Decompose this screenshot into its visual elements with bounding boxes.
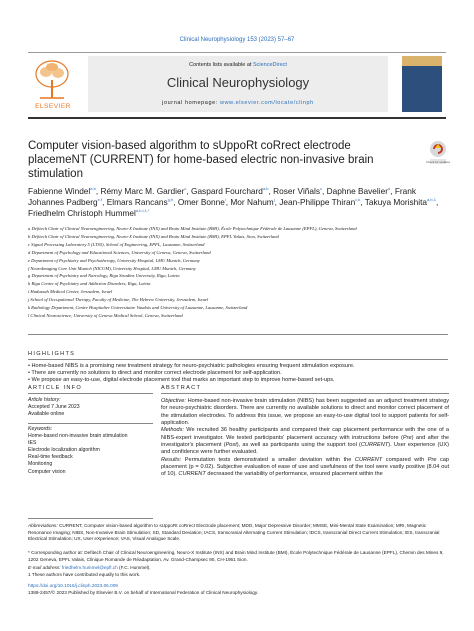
keywords-block [28, 426, 153, 476]
affiliation-item: f NeuroImaging Core Unit Munich (NICUM), University Hospital, LMU Munich, Germany [28, 265, 196, 271]
footnote-divider [28, 518, 153, 519]
highlights-divider [28, 359, 448, 360]
author-name: Gaspard Fourchard [190, 186, 263, 196]
keyword-item: tES [28, 440, 37, 447]
author-list: Fabienne Windel$^{a,b}$, Rémy Marc M. Gardier$^c$, Gaspard Fourchard$^{a,b}$, Roser Viñals$^c$, Daphne Bavelier$^d$, Frank Johannes Padberg$^{e,f}$, Elmars Rancans$^{g,h}$, Omer Bonne$^i$, Mor Nahum$^j$, Jean-Philippe Thiran$^{c,k}$, Takuya Morishita$^{a,b,1}$, Friedhelm Christoph Hummel$^{a,b,l,1,*}$ [28, 186, 439, 218]
author-name: Rémy Marc M. Gardier [100, 186, 185, 196]
affiliation-item: k Radiology Department, Centre Hospitalier Universitaire Vaudois and University of Lausanne, Lausanne, Switzerland [28, 305, 248, 310]
keyword-item: Real-time feedback [28, 454, 73, 461]
highlight-item: • Home-based NIBS is a promising new treatment strategy for neuro-psychiatric pathologies ensuring frequent stimulation exposure. [28, 363, 355, 369]
highlights-heading: HIGHLIGHTS [28, 351, 76, 357]
author-affiliation-marker[interactable]: d [387, 186, 391, 192]
journal-homepage: journal homepage: www.elsevier.com/locate/clinph [162, 100, 314, 106]
author-name: Omer Bonne [177, 197, 225, 207]
keyword-item: Electrode localization algorithm [28, 447, 100, 454]
affiliation-item: j School of Occupational Therapy, Faculty of Medicine, The Hebrew University, Jerusalem, Israel [28, 297, 209, 303]
check-for-updates-icon[interactable] [425, 140, 451, 166]
author-name: Jean-Philippe Thiran [279, 197, 356, 207]
keyword-item: Monitoring [28, 461, 53, 468]
affiliation-item: b Defitech Chair of Clinical Neuroengineering, Neuro-X Institute (INX) and Brain Mind Institute (BMI), EPFL Valais, Sion, Switzerland [28, 233, 279, 239]
abstract-heading: ABSTRACT [161, 385, 202, 391]
abstract-methods: Methods: We recruited 36 healthy participants and compared their cap placement performance with the one of a NIBS-expert investigator. We tested participants' placement accuracy with instructions before (Pre) and after the investigator's placement (Post), as well as participants using the support tool (CURRENT). User experience (UX) and confidence were further evaluated. [161, 427, 449, 456]
abbreviations-footnote: Abbreviations: CURRENT, Computer vision-based algorithm to sUppoRt coRrect Electrode placement; MDD, Major Depressive Disorder; MMSE, Mini-Mental State Examination; MRI, Magnetic Resonance Imaging; NIBS, Non-Invasive Brain Stimulation; SD, Standard Deviation; tACS, transcranial Alternating Current Stimulation; tDCS, transcranial Direct Current Stimulation; tES, transcranial Electrical Stimulation; UX, User eXperience; VAS, Visual Analogue Scale. [28, 523, 440, 541]
highlight-item: • There are currently no solutions to direct and monitor correct electrode placement for self-application. [28, 370, 282, 376]
author-affiliation-marker[interactable]: c,k [355, 197, 361, 203]
journal-masthead [88, 56, 388, 112]
corresponding-author-footnote: * Corresponding author at: Defitech Chair of Clinical Neuroengineering, Neuro-X Institute (INX) and Brain Mind Institute (BMI), École Polytechnique Fédérale de Lausanne (EPFL), Chemin des Mines 9, 1202 Geneva, EPFL Valais, Clinique Romande de Réadaptation, Av. Grand-Champsec 90, CH-1951 Sion. [28, 550, 444, 562]
doi-link[interactable]: https://doi.org/10.1016/j.clinph.2023.06.009 [28, 583, 118, 588]
author-name: Roser Viñals [273, 186, 321, 196]
author-name: Takuya Morishita [364, 197, 428, 207]
elsevier-tree-logo [32, 58, 72, 102]
article-history [28, 397, 153, 418]
affiliation-item: a Defitech Chair of Clinical Neuroengineering, Neuro-X Institute (INX) and Brain Mind Institute (BMI), École Polytechnique Fédérale de Lausanne (EPFL), Geneva, Switzerland [28, 226, 357, 231]
history-label: Article history: [28, 397, 61, 403]
journal-header [28, 52, 446, 118]
affiliation-item: l Clinical Neuroscience, University of Geneva Medical School, Geneva, Switzerland [28, 312, 183, 318]
abstract-divider [161, 393, 449, 394]
sciencedirect-link[interactable]: ScienceDirect [252, 62, 287, 68]
cover-strip [402, 56, 442, 66]
author-affiliation-marker[interactable]: g,h [167, 197, 174, 203]
author-affiliation-marker[interactable]: a,b [90, 186, 96, 192]
author-affiliation-marker[interactable]: e,f [97, 197, 103, 203]
article-title: Computer vision-based algorithm to sUppoRt coRrect electrode placemeNT (CURRENT) for home-based electric non-invasive brain stimulation [28, 140, 374, 180]
article-info-divider [28, 393, 153, 394]
journal-cover-image [402, 56, 442, 112]
header-top-rule [28, 52, 446, 53]
email-link[interactable]: friedhelm.hummel@epfl.ch [61, 565, 118, 570]
abstract-objective: Objective: Home-based non-invasive brain stimulation (NIBS) has been suggested as an adjunct treatment strategy for neuro-psychiatric disorders. There are currently no available solutions to direct and monitor correct placement of the stimulation electrodes. To address this issue, we propose an easy-to-use digital tool to support patients for self-application. [161, 398, 449, 427]
history-divider [28, 423, 153, 424]
highlight-item: • We propose an easy-to-use, digital electrode placement tool that marks an important step to improve home-based set-ups. [28, 377, 335, 383]
email-footnote: E-mail address: friedhelm.hummel@epfl.ch (F.C. Hummel). [28, 565, 151, 570]
author-name: Frank Johannes Padberg [28, 186, 417, 207]
author-name: Friedhelm Christoph Hummel [28, 208, 136, 218]
available-online: Available online [28, 411, 65, 418]
article-info-heading: ARTICLE INFO [28, 385, 83, 391]
check-updates-label: Check for updates [425, 160, 451, 164]
affiliation-item: d Department of Psychology and Educational Sciences, University of Geneva, Geneva, Switzerland [28, 249, 211, 255]
accepted-date: Accepted 7 June 2023 [28, 404, 80, 411]
author-name: Fabienne Windel [28, 186, 91, 196]
keyword-item: Home-based non-invasive brain stimulation [28, 433, 128, 440]
author-affiliation-marker[interactable]: a,b,1 [427, 197, 436, 203]
author-affiliation-marker[interactable]: a,b,l,1,* [135, 208, 150, 214]
equal-contribution-footnote: 1 These authors have contributed equally to this work. [28, 572, 141, 577]
affiliation-item: g Department of Psychiatry and Narcology, Riga Stradins University, Riga, Latvia [28, 273, 180, 279]
author-name: Daphne Bavelier [326, 186, 388, 196]
author-affiliation-marker[interactable]: c [184, 186, 187, 192]
author-affiliation-marker[interactable]: c [320, 186, 323, 192]
author-affiliation-marker[interactable]: a,b [262, 186, 269, 192]
author-name: Mor Nahum [230, 197, 274, 207]
author-affiliation-marker[interactable]: j [273, 197, 275, 203]
journal-title: Clinical Neurophysiology [166, 75, 310, 90]
homepage-link[interactable]: www.elsevier.com/locate/clinph [220, 100, 314, 106]
journal-reference[interactable]: Clinical Neurophysiology 153 (2023) 57–67 [179, 37, 295, 43]
author-name: Elmars Rancans [106, 197, 168, 207]
abstract-text [161, 398, 449, 479]
keyword-item: Computer vision [28, 468, 66, 475]
affiliation-item: e Department of Psychiatry and Psychotherapy, University Hospital, LMU Munich, Germany [28, 257, 200, 263]
author-affiliation-marker[interactable]: i [224, 197, 226, 203]
keywords-label: Keywords: [28, 426, 53, 432]
affiliation-item: c Signal Processing Laboratory 5 (LTS5), School of Engineering, EPFL, Lausanne, Switzerland [28, 241, 205, 247]
affiliation-item: h Riga Centre of Psychiatry and Addiction Disorders, Riga, Latvia [28, 281, 151, 287]
affiliation-item: i Hadassah Medical Center, Jerusalem, Israel [28, 289, 113, 295]
abstract-results: Results: Permutation tests demonstrated a smaller deviation within the CURRENT compared with Pre cap placement (p = 0.02). Subjective evaluation of ease of use and usefulness of the tool were vastly positive (8.04 out of 10). CURRENT decreased the variability of performance, ensured placement within the [161, 456, 449, 478]
copyright-line: 1388-2457/© 2023 Published by Elsevier B.V. on behalf of International Federation of Clinical Neurophysiology. [28, 590, 259, 595]
affiliation-divider [28, 334, 448, 335]
contents-line: Contents lists available at ScienceDirect [189, 62, 287, 68]
publisher-logo-text: ELSEVIER [35, 103, 71, 110]
header-bottom-rule [28, 117, 446, 119]
